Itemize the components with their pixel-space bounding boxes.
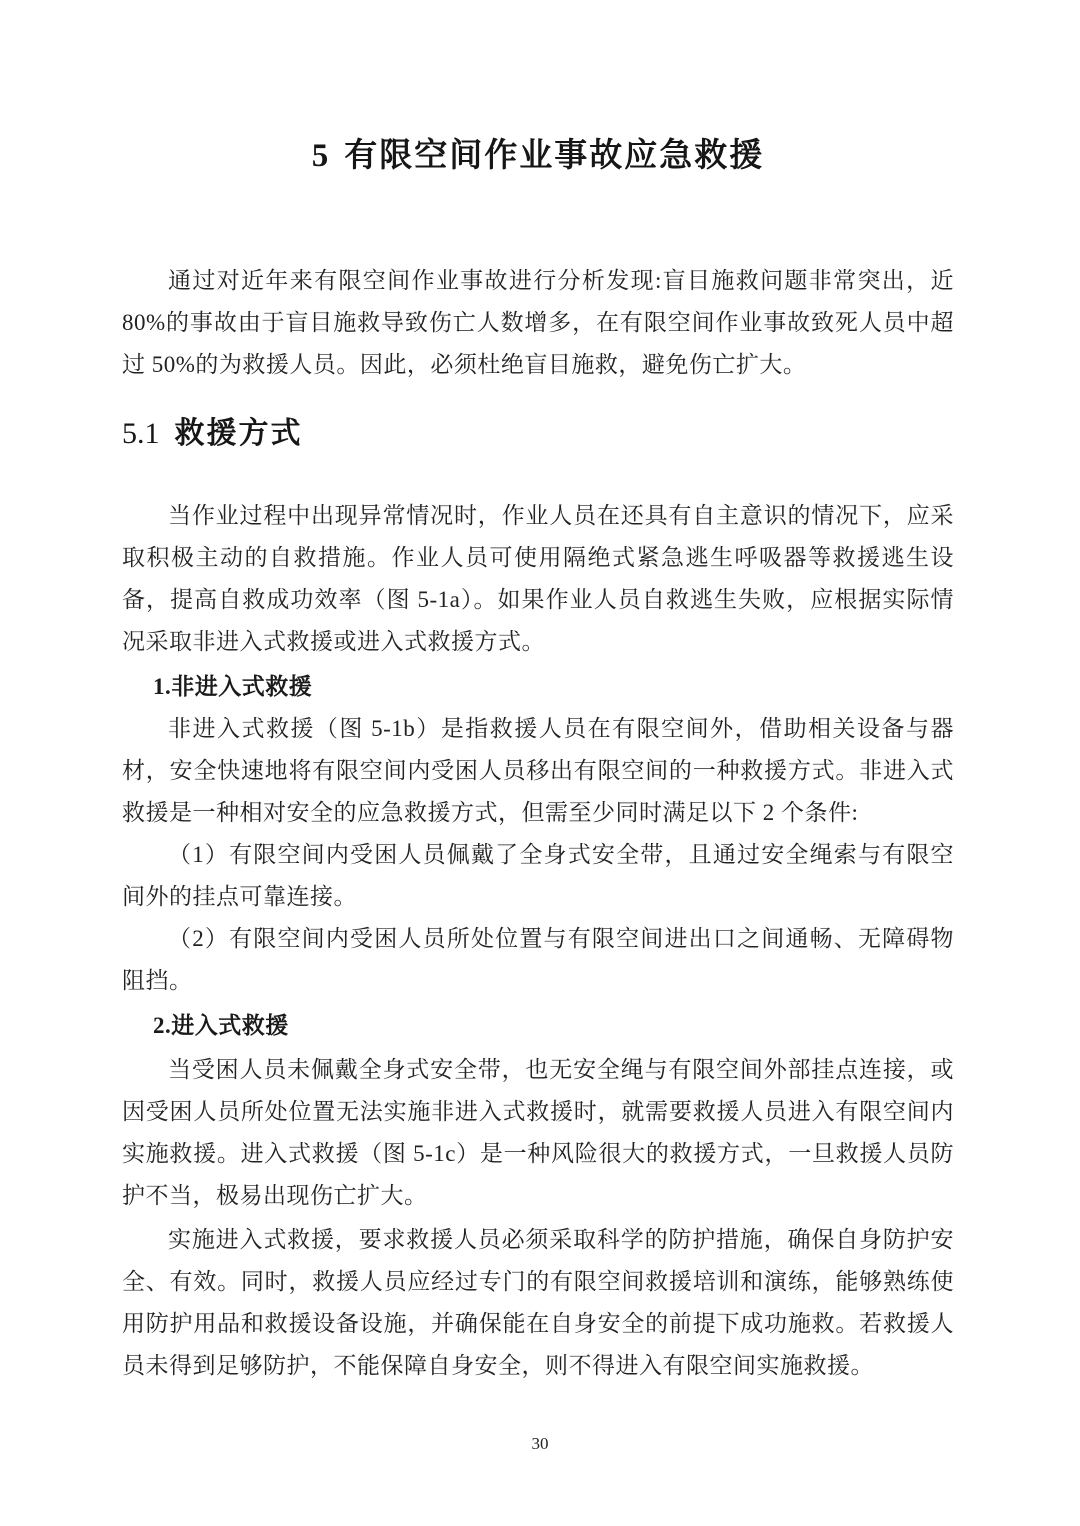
condition-item-2: （2）有限空间内受困人员所处位置与有限空间进出口之间通畅、无障碍物阻挡。 — [122, 926, 954, 993]
section-number: 5.1 — [122, 417, 160, 450]
paragraph-entry-rescue-2: 实施进入式救援，要求救援人员必须采取科学的防护措施，确保自身防护安全、有效。同时，救援人员应经过专门的有限空间救援培训和演练，能够熟练使用防护用品和救援设备设施，并确保能在自身安全的前提下成功施救。若救援人员未得到足够防护，不能保障自身安全，则不得进入有限空间实施救援。 — [122, 1227, 954, 1378]
paragraph-entry-rescue-1: 当受困人员未佩戴全身式安全带，也无安全绳与有限空间外部挂点连接，或因受困人员所处位置无法实施非进入式救援时，就需要救援人员进入有限空间内实施救援。进入式救援（图 5-1c）是一种风险很大的救援方式，一旦救援人员防护不当，极易出现伤亡扩大。 — [122, 1057, 954, 1208]
page-number: 30 — [531, 1434, 549, 1453]
intro-paragraph: 通过对近年来有限空间作业事故进行分析发现:盲目施救问题非常突出，近 80%的事故由于盲目施救导致伤亡人数增多，在有限空间作业事故致死人员中超过 50%的为救援人员。因此，必须杜绝盲目施救，避免伤亡扩大。 — [122, 268, 954, 377]
section-title-text: 救援方式 — [174, 417, 303, 450]
paragraph-self-rescue: 当作业过程中出现异常情况时，作业人员在还具有自主意识的情况下，应采取积极主动的自救措施。作业人员可使用隔绝式紧急逃生呼吸器等救援逃生设备，提高自救成功效率（图 5-1a）。如果作业人员自救逃生失败，应根据实际情况采取非进入式救援或进入式救援方式。 — [122, 503, 954, 654]
chapter-title-text: 有限空间作业事故应急救援 — [344, 136, 765, 173]
subheading-non-entry-rescue: 1.非进入式救援 — [153, 674, 313, 699]
paragraph-non-entry-rescue: 非进入式救援（图 5-1b）是指救援人员在有限空间外，借助相关设备与器材，安全快速地将有限空间内受困人员移出有限空间的一种救援方式。非进入式救援是一种相对安全的应急救援方式，但需至少同时满足以下 2 个条件: — [122, 716, 954, 825]
chapter-heading — [122, 0, 954, 180]
section-heading-5-1 — [122, 412, 954, 456]
condition-item-1: （1）有限空间内受困人员佩戴了全身式安全带，且通过安全绳索与有限空间外的挂点可靠连接。 — [122, 842, 954, 909]
subheading-entry-rescue: 2.进入式救援 — [153, 1013, 289, 1038]
chapter-number: 5 — [311, 138, 329, 174]
